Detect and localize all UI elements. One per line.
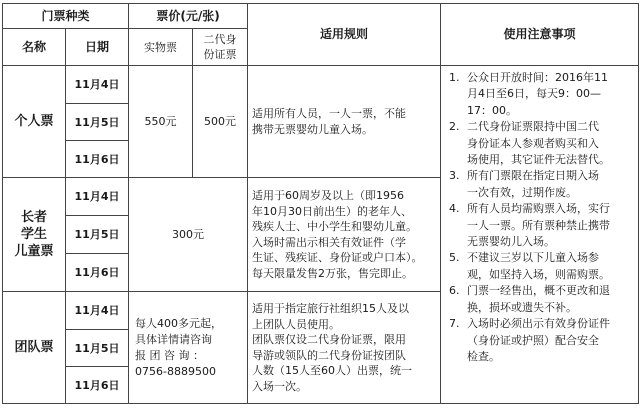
date-cell: 11月4日 — [66, 178, 129, 216]
date-cell: 11月5日 — [66, 330, 129, 367]
note-number: 6. — [449, 284, 460, 298]
header-id-card-line2: 份证票 — [203, 48, 237, 61]
rule-line: 适用所有人员，一人一票，不能 — [252, 107, 407, 120]
note-item: 4. 所有人员均需购票入场，实行 一人一票。所有票种禁止携带 无票婴幼儿入场。 — [445, 201, 634, 250]
note-item: 2. 二代身份证票限持中国二代 身份证本人参观者购买和入 场使用，其它证件无法替代。 — [445, 119, 634, 168]
price-line: 每人400多元起， — [135, 316, 223, 330]
group-rules — [248, 292, 441, 404]
rule-line: 人数（15人至60人）出票，统一 — [252, 364, 413, 377]
usage-notes — [441, 66, 639, 404]
header-date: 日期 — [66, 29, 129, 66]
price-line: 具体详情请咨询 — [135, 332, 213, 346]
date-cell: 11月6日 — [66, 367, 129, 404]
individual-price-physical: 550元 — [129, 66, 193, 178]
header-ticket-type: 门票种类 — [3, 4, 129, 29]
note-item: 7. 入场时必须出示有效身份证件 （身份证或护照）配合安全 检查。 — [445, 316, 634, 365]
rule-line: 入场一次。 — [252, 379, 308, 393]
date-cell: 11月5日 — [66, 104, 129, 141]
note-item: 5. 不建议三岁以下儿童入场参 观，如坚持入场，则需购票。 — [445, 250, 634, 283]
category-line: 长者 — [20, 210, 47, 225]
rule-line: 残疾人士、中小学生和婴幼儿童。 — [252, 220, 418, 233]
date-cell: 11月4日 — [66, 292, 129, 330]
rule-line: 生证、残疾证、身份证或户口本）。 — [252, 251, 423, 264]
header-price: 票价(元/张) — [129, 4, 248, 29]
note-item: 6. 门票一经售出，概不更改和退 换，损坏或遗失不补。 — [445, 283, 634, 316]
rule-line: 适用于60周岁及以上（即1956 — [252, 189, 405, 202]
header-id-card-line1: 二代身 — [203, 33, 237, 46]
rule-line: 上团队人员使用。 — [252, 317, 341, 331]
note-number: 7. — [449, 317, 460, 331]
category-line: 学生 — [20, 227, 47, 242]
date-cell: 11月4日 — [66, 66, 129, 104]
date-cell: 11月5日 — [66, 216, 129, 254]
concession-price: 300元 — [129, 178, 248, 292]
header-id-card — [193, 29, 248, 66]
note-item: 3. 所有门票限在指定日期入场 一次有效，过期作废。 — [445, 168, 634, 201]
individual-price-id: 500元 — [193, 66, 248, 178]
rule-line: 团队票仅设二代身份证票，限用 — [252, 333, 407, 346]
rule-line: 入场时需出示相关有效证件（学 — [252, 235, 407, 249]
rule-line: 携带无票婴幼儿童入场。 — [252, 122, 374, 136]
header-name: 名称 — [3, 29, 66, 66]
note-number: 1. — [449, 71, 460, 84]
rule-line: 年10月30日前出生）的老年人、 — [252, 204, 413, 218]
header-rules: 适用规则 — [248, 4, 441, 66]
group-ticket-name: 团队票 — [3, 292, 66, 404]
concession-ticket-name — [3, 178, 66, 292]
category-line: 儿童票 — [14, 244, 54, 259]
price-phone: 0756-8889500 — [135, 364, 216, 378]
rule-line: 导游或领队的二代身份证按团队 — [252, 348, 407, 362]
ticket-table — [2, 3, 639, 404]
date-cell: 11月6日 — [66, 254, 129, 292]
header-notes: 使用注意事项 — [441, 4, 639, 66]
note-number: 3. — [449, 169, 460, 183]
note-number: 5. — [449, 251, 460, 265]
note-item: 1. 公众日开放时间：2016年11 月4日至6日，每天9：00— 17：00。 — [445, 70, 634, 119]
note-number: 4. — [449, 202, 460, 216]
note-number: 2. — [449, 120, 460, 134]
notes-list — [445, 70, 634, 365]
date-cell: 11月6日 — [66, 141, 129, 178]
individual-ticket-name: 个人票 — [3, 66, 66, 178]
rule-line: 每天限量发售2万张，售完即止。 — [252, 266, 414, 280]
rule-line: 适用于指定旅行社组织15人及以 — [252, 302, 410, 315]
price-line: 报 团 咨 询 ： — [135, 348, 205, 362]
group-price — [129, 292, 248, 404]
concession-rules — [248, 178, 441, 292]
individual-rules — [248, 66, 441, 178]
header-physical: 实物票 — [129, 29, 193, 66]
